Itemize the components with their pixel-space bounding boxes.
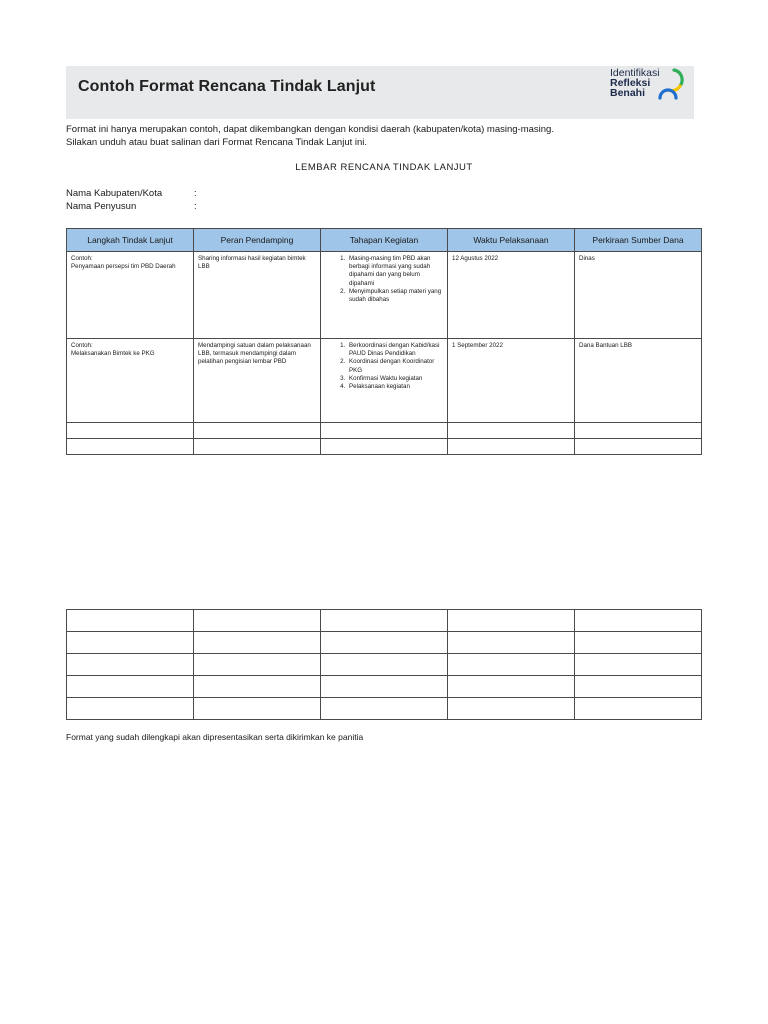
empty-cell: [67, 654, 194, 676]
empty-cell: [194, 632, 321, 654]
table-row: [67, 339, 702, 423]
cell-text: Contoh:: [71, 342, 93, 349]
irb-logo: [610, 66, 686, 106]
empty-cell: [67, 632, 194, 654]
empty-cell: [67, 439, 194, 455]
cell-dana: Dinas: [575, 252, 702, 339]
empty-cell: [575, 698, 702, 720]
empty-cell: [448, 423, 575, 439]
empty-cell: [194, 610, 321, 632]
page-title: Contoh Format Rencana Tindak Lanjut: [78, 78, 376, 95]
empty-row: [67, 610, 702, 632]
cell-text: Contoh:: [71, 255, 93, 262]
tahapan-list: [325, 342, 444, 391]
field-label: Nama Kabupaten/Kota: [66, 188, 163, 199]
list-item: 2. Koordinasi dengan Koordinator PKG: [347, 358, 444, 374]
empty-row: [67, 698, 702, 720]
col-header-tahapan: Tahapan Kegiatan: [321, 229, 448, 252]
field-colon: :: [194, 188, 197, 199]
field-penyusun: [66, 201, 197, 212]
cell-langkah: [67, 252, 194, 339]
empty-cell: [321, 632, 448, 654]
footer-note: Format yang sudah dilengkapi akan dipresentasikan serta dikirimkan ke panitia: [66, 732, 364, 742]
list-item: 4. Pelaksanaan kegiatan: [347, 383, 444, 391]
plan-table: [66, 228, 702, 455]
empty-row: [67, 439, 702, 455]
logo-line-3: Benahi: [610, 87, 646, 99]
empty-cell: [575, 676, 702, 698]
cell-waktu: 1 September 2022: [448, 339, 575, 423]
empty-cell: [321, 698, 448, 720]
tahapan-list: [325, 255, 444, 304]
empty-cell: [575, 610, 702, 632]
empty-grid-table: [66, 609, 702, 720]
col-header-peran: Peran Pendamping: [194, 229, 321, 252]
empty-row: [67, 632, 702, 654]
intro-text: [66, 123, 554, 149]
empty-cell: [67, 698, 194, 720]
empty-cell: [194, 676, 321, 698]
list-item: 1. Berkoordinasi dengan Kabid/kasi PAUD Dinas Pendidikan: [347, 342, 444, 358]
intro-line-1: Format ini hanya merupakan contoh, dapat dikembangkan dengan kondisi daerah (kabupaten/kota) masing-masing.: [66, 124, 554, 135]
empty-cell: [575, 654, 702, 676]
cell-tahapan: [321, 252, 448, 339]
empty-cell: [321, 423, 448, 439]
empty-cell: [448, 698, 575, 720]
empty-cell: [575, 423, 702, 439]
col-header-waktu: Waktu Pelaksanaan: [448, 229, 575, 252]
sheet-title: LEMBAR RENCANA TINDAK LANJUT: [295, 162, 473, 173]
empty-cell: [321, 439, 448, 455]
cell-text: Melaksanakan Bimtek ke PKG: [71, 350, 155, 358]
empty-cell: [194, 698, 321, 720]
title-banner: [66, 66, 694, 119]
empty-cell: [448, 632, 575, 654]
table-row: [67, 252, 702, 339]
cell-dana: Dana Bantuan LBB: [575, 339, 702, 423]
empty-cell: [448, 439, 575, 455]
col-header-dana: Perkiraan Sumber Dana: [575, 229, 702, 252]
empty-cell: [67, 610, 194, 632]
cell-waktu: 12 Agustus 2022: [448, 252, 575, 339]
table-header-row: [67, 229, 702, 252]
empty-cell: [194, 439, 321, 455]
empty-cell: [575, 632, 702, 654]
cell-tahapan: [321, 339, 448, 423]
list-item: 2. Menyimpulkan setiap materi yang sudah dibahas: [347, 288, 444, 304]
field-label: Nama Penyusun: [66, 201, 137, 212]
empty-cell: [321, 610, 448, 632]
empty-cell: [67, 423, 194, 439]
cell-langkah: [67, 339, 194, 423]
empty-row: [67, 654, 702, 676]
empty-cell: [575, 439, 702, 455]
empty-cell: [194, 654, 321, 676]
list-item: 3. Konfirmasi Waktu kegiatan: [347, 375, 444, 383]
list-item: 1. Masing-masing tim PBD akan berbagi informasi yang sudah dipahami dan yang belum dipahami: [347, 255, 444, 288]
logo-line-1: Identifikasi: [610, 67, 660, 79]
cell-peran: Sharing informasi hasil kegiatan bimtek LBB: [194, 252, 321, 339]
empty-cell: [448, 610, 575, 632]
empty-row: [67, 676, 702, 698]
cell-text: Penyamaan persepsi tim PBD Daerah: [71, 263, 176, 271]
intro-line-2: Silakan unduh atau buat salinan dari Format Rencana Tindak Lanjut ini.: [66, 137, 368, 148]
empty-cell: [67, 676, 194, 698]
empty-cell: [321, 654, 448, 676]
empty-cell: [194, 423, 321, 439]
cell-peran: Mendampingi satuan dalam pelaksanaan LBB, termasuk mendampingi dalam pelatihan pengisian lembar PBD: [194, 339, 321, 423]
col-header-langkah: Langkah Tindak Lanjut: [67, 229, 194, 252]
empty-cell: [448, 654, 575, 676]
empty-cell: [321, 676, 448, 698]
empty-cell: [448, 676, 575, 698]
logo-line-2: Refleksi: [610, 77, 651, 89]
field-colon: :: [194, 201, 197, 212]
field-kabupaten: [66, 188, 197, 199]
empty-row: [67, 423, 702, 439]
